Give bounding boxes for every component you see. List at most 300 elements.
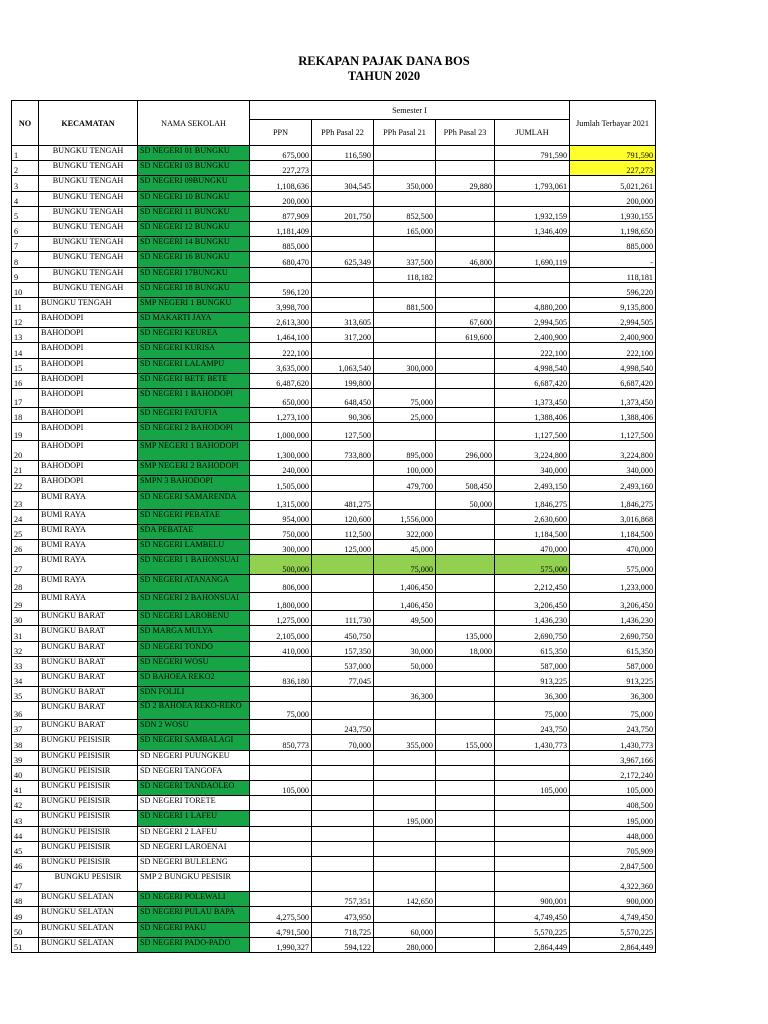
row-pph23 [436,611,495,626]
row-pph21 [374,491,436,509]
row-pph23 [436,796,495,811]
row-terbayar: 3,224,800 [570,441,656,461]
table-row [12,358,656,373]
row-no: 1 [12,146,39,161]
row-nama-sekolah: SD NEGERI TONDO [138,641,250,656]
table-row [12,687,656,702]
row-pph22 [312,781,374,796]
row-pph21 [374,856,436,871]
row-pph23 [436,720,495,735]
row-terbayar: 75,000 [570,702,656,720]
row-nama-sekolah: SD NEGERI 09BUNGKU [138,176,250,191]
row-nama-sekolah: SD NEGERI SAMBALAGI [138,735,250,750]
row-terbayar: - [570,252,656,267]
row-pph23 [436,206,495,221]
row-nama-sekolah: SD NEGERI 18 BUNGKU [138,282,250,297]
row-jumlah: 615,350 [495,641,570,656]
row-pph23 [436,702,495,720]
row-kecamatan: BAHODOPI [39,343,138,358]
table-row [12,176,656,191]
row-kecamatan: BUNGKU BARAT [39,641,138,656]
row-kecamatan: BUNGKU TENGAH [39,297,138,312]
row-terbayar: 227,273 [570,161,656,176]
row-kecamatan: BUNGKU PEISISIR [39,735,138,750]
row-no: 3 [12,176,39,191]
row-ppn: 6,487,620 [250,373,312,388]
row-jumlah [495,161,570,176]
row-jumlah: 1,793,061 [495,176,570,191]
row-ppn: 954,000 [250,509,312,524]
row-pph23 [436,389,495,408]
row-pph22 [312,191,374,206]
row-nama-sekolah: SD NEGERI PAKU [138,922,250,937]
table-row [12,191,656,206]
row-kecamatan: BUNGKU SELATAN [39,892,138,907]
table-row [12,343,656,358]
table-row [12,781,656,796]
row-nama-sekolah: SD NEGERI ATANANGA [138,575,250,593]
row-kecamatan: BUMI RAYA [39,539,138,554]
row-pph22: 243,750 [312,720,374,735]
row-jumlah [495,841,570,856]
row-jumlah: 1,690,119 [495,252,570,267]
table-row [12,750,656,765]
row-terbayar: 9,135,800 [570,297,656,312]
row-terbayar: 243,750 [570,720,656,735]
row-jumlah [495,856,570,871]
row-terbayar: 6,687,420 [570,373,656,388]
row-ppn: 1,464,100 [250,328,312,343]
row-nama-sekolah: SD 2 BAHOEA REKO-REKO [138,702,250,720]
row-pph22: 116,590 [312,146,374,161]
table-row [12,389,656,408]
row-kecamatan: BAHODOPI [39,358,138,373]
row-pph21 [374,282,436,297]
row-nama-sekolah: SD NEGERI TANGOFA [138,765,250,780]
row-no: 34 [12,671,39,686]
row-no: 15 [12,358,39,373]
row-kecamatan: BUNGKU SELATAN [39,922,138,937]
row-ppn: 1,273,100 [250,408,312,423]
row-terbayar: 3,016,868 [570,509,656,524]
row-pph22 [312,476,374,491]
row-pph23 [436,687,495,702]
row-no: 2 [12,161,39,176]
row-pph21: 195,000 [374,811,436,826]
row-terbayar: 1,127,500 [570,423,656,441]
row-pph22 [312,841,374,856]
row-kecamatan: BUNGKU BARAT [39,671,138,686]
row-ppn: 240,000 [250,461,312,476]
row-pph22 [312,237,374,252]
row-kecamatan: BUNGKU TENGAH [39,161,138,176]
row-nama-sekolah: SD NEGERI PUUNGKEU [138,750,250,765]
row-ppn: 200,000 [250,191,312,206]
row-terbayar: 4,749,450 [570,907,656,922]
header-pph21: PPh Pasal 21 [374,120,436,146]
row-nama-sekolah: SD NEGERI LAROBENU [138,611,250,626]
row-no: 9 [12,267,39,282]
row-kecamatan: BUNGKU SELATAN [39,907,138,922]
row-kecamatan: BUNGKU PEISISIR [39,796,138,811]
row-pph21 [374,626,436,641]
row-ppn: 675,000 [250,146,312,161]
row-no: 10 [12,282,39,297]
row-ppn [250,811,312,826]
row-terbayar: 2,172,240 [570,765,656,780]
header-kecamatan: KECAMATAN [39,101,138,146]
row-pph23 [436,826,495,841]
row-terbayar: 791,590 [570,146,656,161]
row-jumlah: 1,346,409 [495,221,570,236]
row-ppn: 596,120 [250,282,312,297]
row-pph22: 90,306 [312,408,374,423]
row-terbayar: 36,300 [570,687,656,702]
row-pph22 [312,811,374,826]
row-pph23 [436,872,495,892]
table-row [12,720,656,735]
row-ppn: 850,773 [250,735,312,750]
row-ppn [250,796,312,811]
table-row [12,555,656,575]
row-kecamatan: BAHODOPI [39,476,138,491]
row-no: 51 [12,937,39,952]
row-ppn: 2,613,300 [250,313,312,328]
row-jumlah [495,267,570,282]
row-pph21 [374,720,436,735]
row-pph22 [312,593,374,611]
row-pph22: 733,800 [312,441,374,461]
table-row [12,765,656,780]
row-pph23 [436,343,495,358]
row-terbayar: 5,021,261 [570,176,656,191]
row-ppn: 1,990,327 [250,937,312,952]
page-title [0,54,768,84]
row-no: 43 [12,811,39,826]
row-pph21: 895,000 [374,441,436,461]
row-terbayar: 1,430,773 [570,735,656,750]
row-pph23 [436,221,495,236]
row-ppn: 1,000,000 [250,423,312,441]
row-pph22: 157,350 [312,641,374,656]
row-ppn [250,765,312,780]
row-nama-sekolah: SD NEGERI PULAU BAPA [138,907,250,922]
row-nama-sekolah: SMP NEGERI 1 BAHODOPI [138,441,250,461]
row-pph22: 594,122 [312,937,374,952]
row-pph23 [436,423,495,441]
row-no: 4 [12,191,39,206]
row-no: 48 [12,892,39,907]
row-no: 12 [12,313,39,328]
row-pph21: 118,182 [374,267,436,282]
row-pph22: 70,000 [312,735,374,750]
row-jumlah: 1,127,500 [495,423,570,441]
row-no: 29 [12,593,39,611]
row-pph23 [436,937,495,952]
row-pph21 [374,161,436,176]
row-kecamatan: BUNGKU TENGAH [39,176,138,191]
row-nama-sekolah: SD NEGERI 03 BUNGKU [138,161,250,176]
row-pph21 [374,373,436,388]
row-pph22 [312,872,374,892]
table-row [12,297,656,312]
row-jumlah: 6,687,420 [495,373,570,388]
row-jumlah: 1,388,406 [495,408,570,423]
row-pph21 [374,826,436,841]
table-row [12,796,656,811]
row-pph23: 29,880 [436,176,495,191]
header-semester: Semester I [250,101,570,120]
row-pph21 [374,146,436,161]
row-kecamatan: BUNGKU BARAT [39,687,138,702]
row-no: 22 [12,476,39,491]
row-pph22: 625,349 [312,252,374,267]
row-terbayar: 4,322,360 [570,872,656,892]
table-row [12,856,656,871]
row-pph23 [436,191,495,206]
row-terbayar: 5,570,225 [570,922,656,937]
row-no: 14 [12,343,39,358]
row-ppn: 4,275,500 [250,907,312,922]
row-pph22 [312,221,374,236]
row-nama-sekolah: SD NEGERI 2 BAHONSUAI [138,593,250,611]
row-pph22 [312,267,374,282]
row-pph21: 479,700 [374,476,436,491]
row-no: 17 [12,389,39,408]
row-nama-sekolah: SD MARGA MULYA [138,626,250,641]
row-pph22: 313,605 [312,313,374,328]
row-ppn [250,892,312,907]
row-terbayar: 105,000 [570,781,656,796]
row-nama-sekolah: SD NEGERI 17BUNGKU [138,267,250,282]
row-nama-sekolah: SD NEGERI 12 BUNGKU [138,221,250,236]
row-pph23 [436,575,495,593]
row-kecamatan: BUNGKU TENGAH [39,206,138,221]
row-pph22: 537,000 [312,656,374,671]
row-ppn: 410,000 [250,641,312,656]
row-terbayar: 1,233,000 [570,575,656,593]
row-terbayar: 2,493,160 [570,476,656,491]
row-pph23 [436,358,495,373]
row-pph22: 757,351 [312,892,374,907]
row-pph22: 201,750 [312,206,374,221]
row-pph22: 1,063,540 [312,358,374,373]
row-jumlah [495,796,570,811]
row-kecamatan: BUNGKU PEISISIR [39,856,138,871]
row-pph23 [436,856,495,871]
row-pph21 [374,423,436,441]
row-kecamatan: BAHODOPI [39,461,138,476]
row-ppn: 1,800,000 [250,593,312,611]
row-pph21: 142,650 [374,892,436,907]
row-pph22: 304,545 [312,176,374,191]
row-terbayar: 340,000 [570,461,656,476]
row-terbayar: 587,000 [570,656,656,671]
row-pph22: 473,950 [312,907,374,922]
row-pph21 [374,872,436,892]
row-kecamatan: BAHODOPI [39,313,138,328]
row-ppn: 836,180 [250,671,312,686]
row-jumlah [495,750,570,765]
row-jumlah: 5,570,225 [495,922,570,937]
row-terbayar: 4,998,540 [570,358,656,373]
table-row [12,408,656,423]
row-pph22 [312,343,374,358]
row-terbayar: 408,500 [570,796,656,811]
row-ppn: 3,998,700 [250,297,312,312]
row-ppn: 885,000 [250,237,312,252]
row-no: 28 [12,575,39,593]
row-pph23: 135,000 [436,626,495,641]
row-pph23 [436,922,495,937]
row-jumlah: 913,225 [495,671,570,686]
table-row [12,811,656,826]
row-nama-sekolah: SD NEGERI PEBATAE [138,509,250,524]
table-row [12,267,656,282]
table-row [12,626,656,641]
row-ppn: 227,273 [250,161,312,176]
table-row [12,313,656,328]
row-ppn: 680,470 [250,252,312,267]
row-no: 41 [12,781,39,796]
row-nama-sekolah: SD NEGERI 10 BUNGKU [138,191,250,206]
row-jumlah: 587,000 [495,656,570,671]
row-kecamatan: BUNGKU SELATAN [39,937,138,952]
table-row [12,656,656,671]
header-terbayar: Jumlah Terbayar 2021 [570,101,656,146]
row-jumlah: 3,224,800 [495,441,570,461]
row-kecamatan: BUNGKU BARAT [39,611,138,626]
row-pph23 [436,461,495,476]
row-pph23 [436,656,495,671]
row-jumlah: 2,690,750 [495,626,570,641]
row-terbayar: 3,206,450 [570,593,656,611]
row-pph23 [436,555,495,575]
row-kecamatan: BUNGKU TENGAH [39,267,138,282]
row-jumlah: 222,100 [495,343,570,358]
row-jumlah: 791,590 [495,146,570,161]
row-pph21: 75,000 [374,555,436,575]
row-kecamatan: BUNGKU TENGAH [39,252,138,267]
table-row [12,641,656,656]
row-pph23 [436,161,495,176]
row-pph22 [312,575,374,593]
table-row [12,735,656,750]
row-pph21 [374,343,436,358]
row-pph21 [374,781,436,796]
row-jumlah [495,872,570,892]
header-jumlah: JUMLAH [495,120,570,146]
row-jumlah: 2,400,900 [495,328,570,343]
row-ppn: 500,000 [250,555,312,575]
row-nama-sekolah: SD NEGERI 11 BUNGKU [138,206,250,221]
row-nama-sekolah: SDA PEBATAE [138,524,250,539]
row-terbayar: 913,225 [570,671,656,686]
row-pph22 [312,826,374,841]
table-row [12,892,656,907]
row-nama-sekolah: SD BAHOEA REKO2 [138,671,250,686]
row-kecamatan: BUNGKU BARAT [39,720,138,735]
row-jumlah: 3,206,450 [495,593,570,611]
row-terbayar: 1,846,275 [570,491,656,509]
row-nama-sekolah: SD NEGERI LAMBELU [138,539,250,554]
header-ppn: PPN [250,120,312,146]
row-no: 26 [12,539,39,554]
row-jumlah: 1,436,230 [495,611,570,626]
row-nama-sekolah: SD NEGERI 01 BUNGKU [138,146,250,161]
row-kecamatan: BUMI RAYA [39,555,138,575]
row-ppn: 2,105,000 [250,626,312,641]
row-no: 36 [12,702,39,720]
row-kecamatan: BAHODOPI [39,389,138,408]
row-kecamatan: BAHODOPI [39,441,138,461]
row-pph23 [436,907,495,922]
table-row [12,937,656,952]
row-pph23: 18,000 [436,641,495,656]
row-nama-sekolah: SDN 2 WOSU [138,720,250,735]
row-pph21: 355,000 [374,735,436,750]
row-kecamatan: BUNGKU BARAT [39,656,138,671]
row-no: 32 [12,641,39,656]
row-nama-sekolah: SD NEGERI BULELENG [138,856,250,871]
row-pph23 [436,811,495,826]
row-ppn: 806,000 [250,575,312,593]
row-jumlah: 4,749,450 [495,907,570,922]
row-pph21: 30,000 [374,641,436,656]
row-no: 25 [12,524,39,539]
row-pph21: 337,500 [374,252,436,267]
row-pph23: 50,000 [436,491,495,509]
row-kecamatan: BUMI RAYA [39,491,138,509]
row-ppn [250,656,312,671]
row-ppn [250,856,312,871]
row-kecamatan: BUNGKU PEISISIR [39,750,138,765]
row-pph21: 350,000 [374,176,436,191]
row-pph21: 100,000 [374,461,436,476]
row-kecamatan: BUNGKU TENGAH [39,191,138,206]
row-nama-sekolah: SD NEGERI FATUFIA [138,408,250,423]
row-jumlah: 4,998,540 [495,358,570,373]
row-no: 27 [12,555,39,575]
table-row [12,841,656,856]
row-pph23 [436,765,495,780]
row-pph21: 1,406,450 [374,593,436,611]
row-pph21: 60,000 [374,922,436,937]
row-pph21: 852,500 [374,206,436,221]
row-pph22: 648,450 [312,389,374,408]
row-pph23 [436,781,495,796]
row-terbayar: 1,184,500 [570,524,656,539]
row-nama-sekolah: SD NEGERI 1 LAFEU [138,811,250,826]
row-pph21 [374,907,436,922]
row-kecamatan: BUNGKU PEISISIR [39,841,138,856]
row-pph21: 36,300 [374,687,436,702]
row-pph22: 125,000 [312,539,374,554]
row-nama-sekolah: SD NEGERI BETE BETE [138,373,250,388]
row-no: 16 [12,373,39,388]
row-nama-sekolah: SD NEGERI WOSU [138,656,250,671]
row-terbayar: 3,967,166 [570,750,656,765]
row-pph21: 322,000 [374,524,436,539]
row-terbayar: 900,000 [570,892,656,907]
row-nama-sekolah: SD NEGERI TORETE [138,796,250,811]
row-nama-sekolah: SD MAKARTI JAYA [138,313,250,328]
row-pph22 [312,161,374,176]
row-kecamatan: BUMI RAYA [39,524,138,539]
row-pph22 [312,555,374,575]
row-terbayar: 885,000 [570,237,656,252]
row-pph22 [312,750,374,765]
